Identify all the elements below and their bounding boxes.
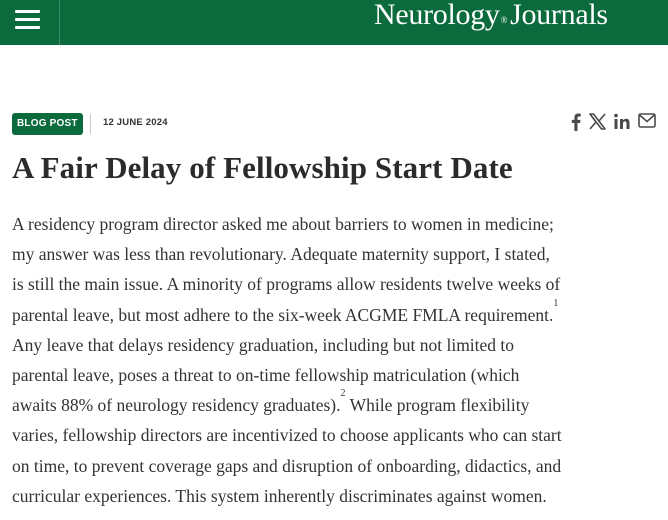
article-body (12, 209, 662, 511)
footnote-ref-2[interactable]: 2 (340, 388, 346, 400)
body-line: varies, fellowship directors are incentivized to choose applicants who can start (12, 425, 562, 446)
body-line: Any leave that delays residency graduation, including but not limited to (12, 334, 515, 355)
publish-date: 12 JUNE 2024 (103, 117, 168, 128)
menu-bar (15, 26, 40, 29)
body-line: A residency program director asked me about barriers to women in medicine; (12, 214, 554, 234)
facebook-icon[interactable] (571, 113, 581, 131)
brand-suffix: Journals (510, 0, 608, 31)
body-line: curricular experiences. This system inherently discriminates against women. (12, 485, 547, 506)
site-logo[interactable] (374, 0, 608, 32)
meta-divider (90, 114, 91, 134)
email-icon[interactable] (638, 113, 656, 131)
body-line: is still the main issue. A minority of programs allow residents twelve weeks of (12, 274, 561, 295)
body-line: my answer was less than revolutionary. Adequate maternity support, I stated, (12, 244, 550, 265)
article-title: A Fair Delay of Fellowship Start Date (12, 150, 513, 185)
body-line: on time, to prevent coverage gaps and disruption of onboarding, didactics, and (12, 455, 562, 476)
linkedin-icon[interactable] (614, 113, 630, 131)
share-toolbar (563, 112, 656, 132)
body-line: parental leave, poses a threat to on-time fellowship matriculation (which (12, 364, 520, 385)
footnote-ref-1[interactable]: 1 (553, 297, 559, 309)
menu-bar (15, 10, 40, 13)
brand-mark: ® (500, 15, 508, 25)
brand-name: Neurology (374, 0, 500, 31)
body-line: awaits 88% of neurology residency graduates).$^2$ While program flexibility (12, 388, 530, 416)
site-header (0, 0, 668, 45)
category-badge[interactable]: BLOG POST (12, 113, 83, 135)
x-icon[interactable] (589, 113, 606, 131)
hamburger-menu-icon[interactable] (0, 0, 60, 45)
article-meta (12, 111, 656, 137)
menu-bar (15, 18, 40, 21)
body-line: parental leave, but most adhere to the six-week ACGME FMLA requirement.$^1$ (12, 297, 559, 325)
